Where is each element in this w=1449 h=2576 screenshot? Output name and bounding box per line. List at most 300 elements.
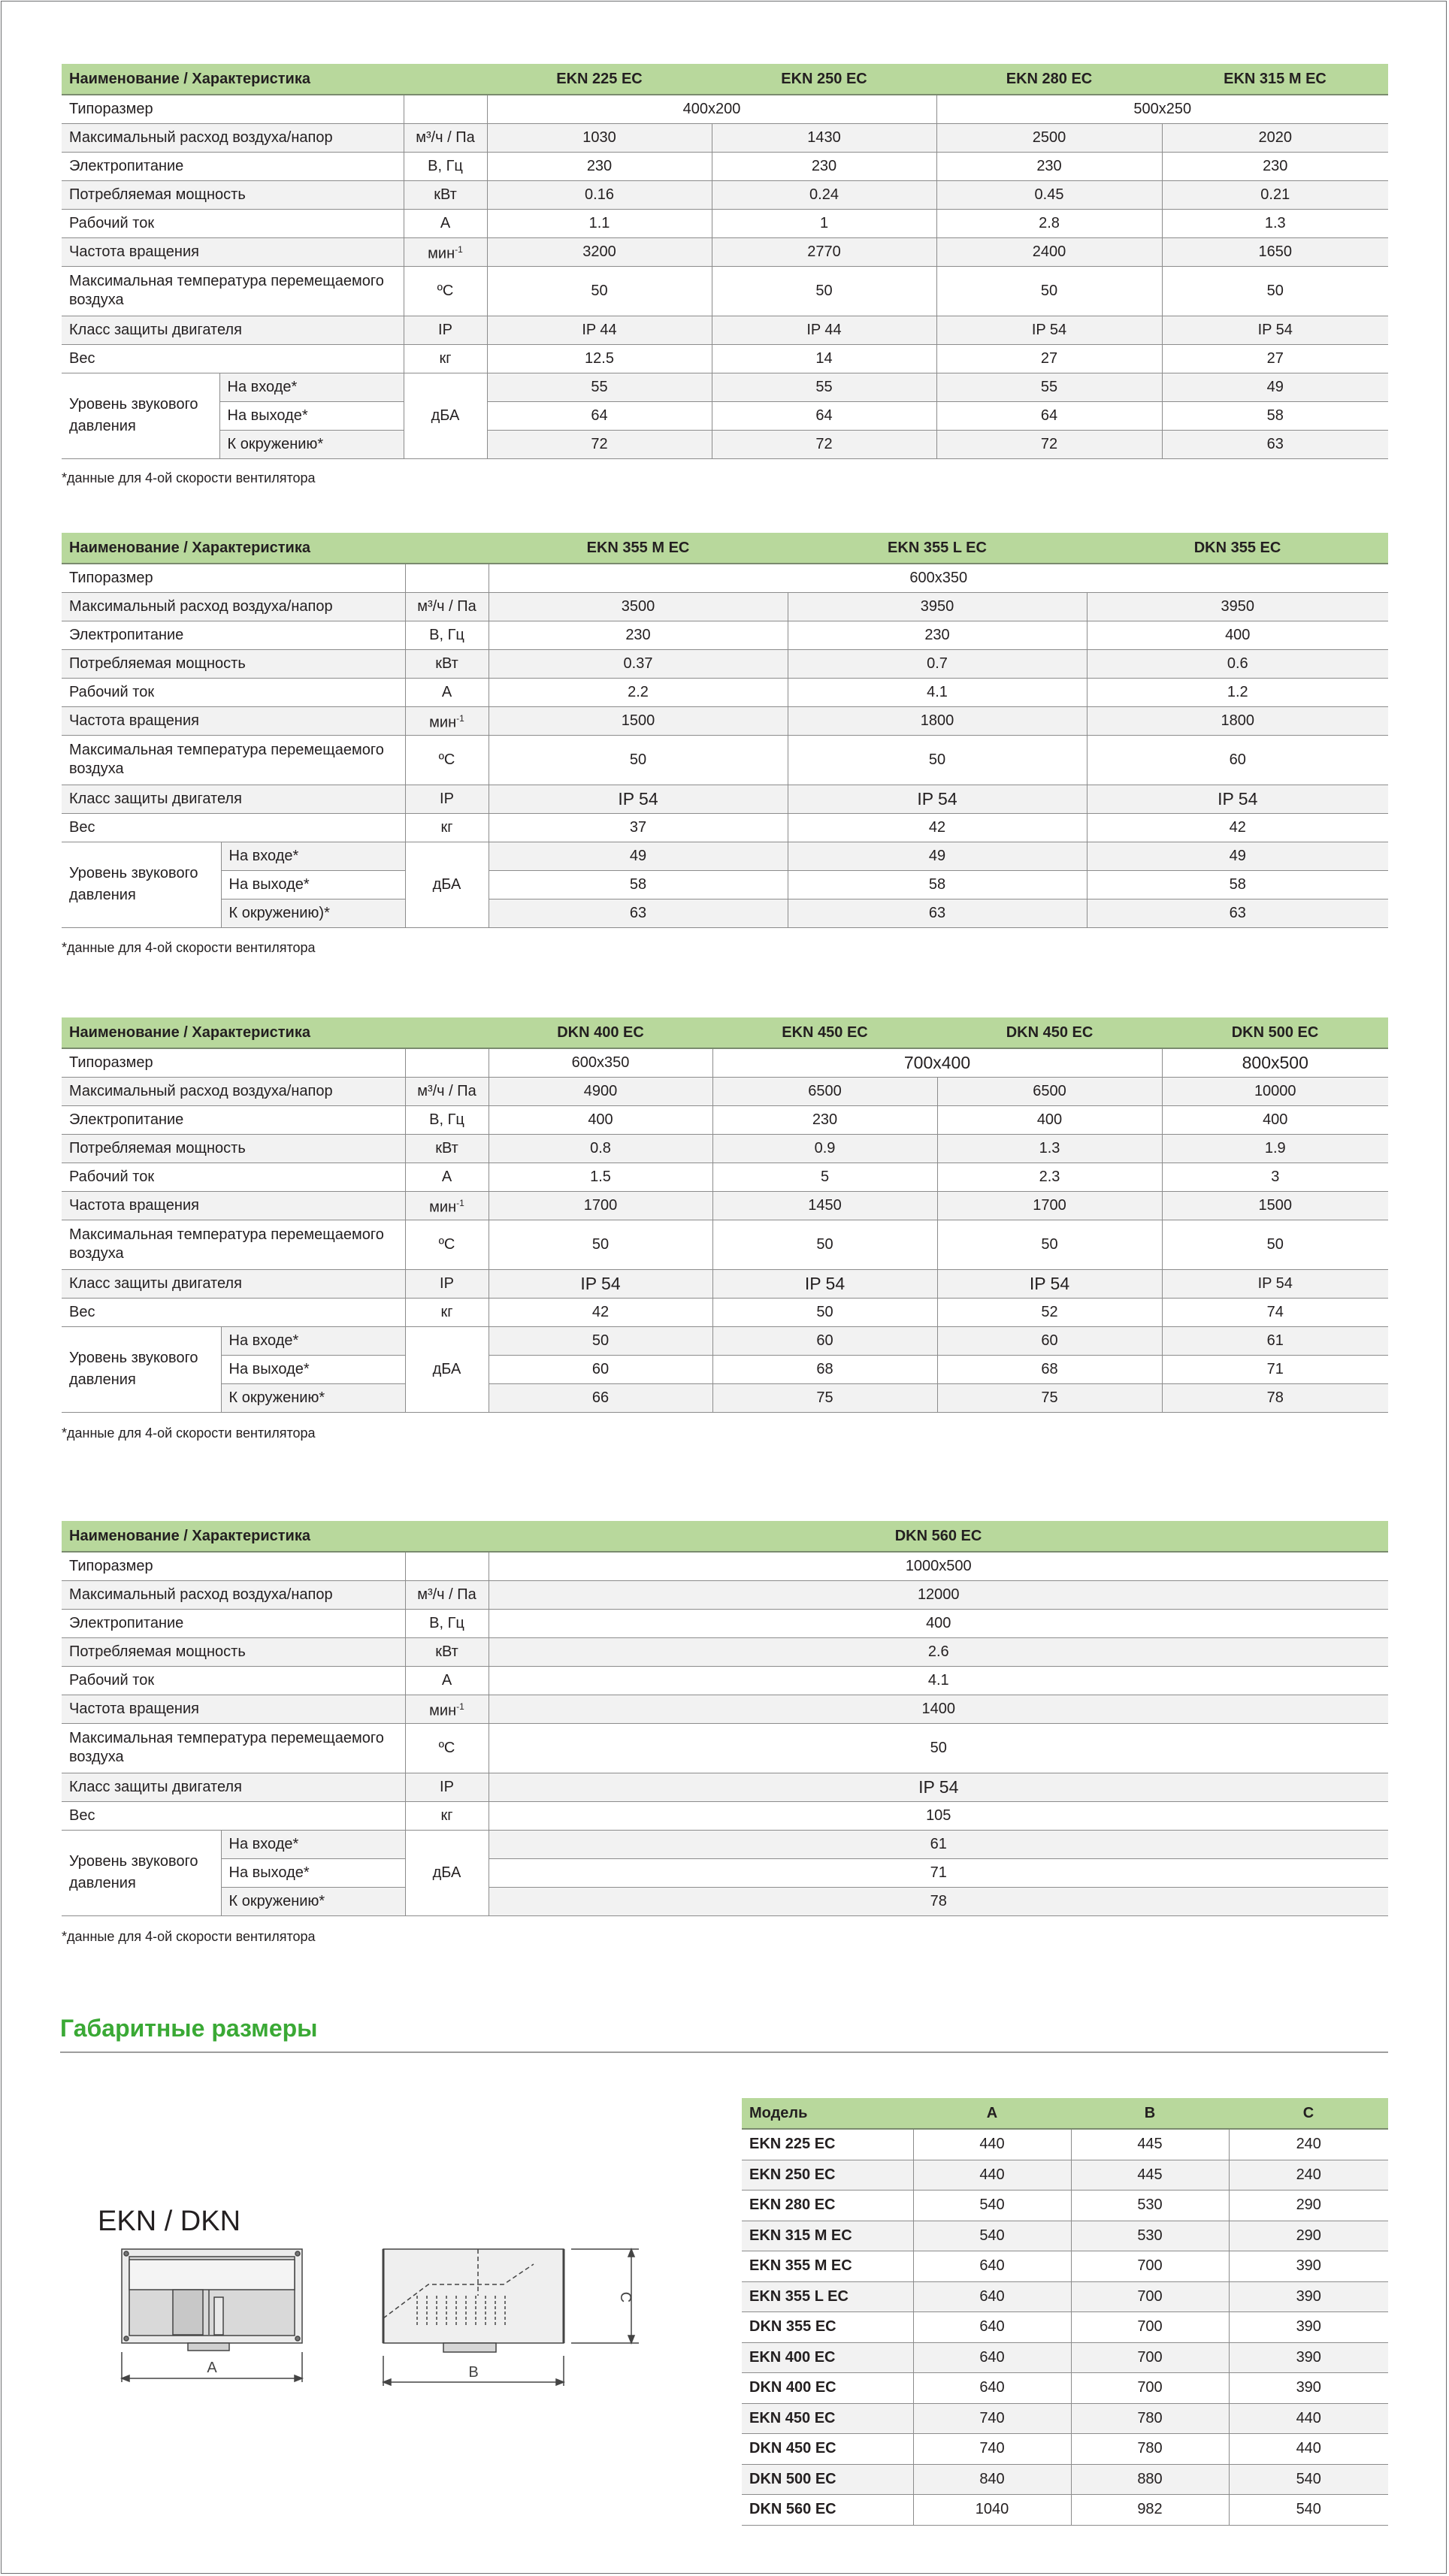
dims-value-cell: 640 xyxy=(913,2251,1071,2282)
unit-cell: ºC xyxy=(405,1220,489,1269)
value-cell: 50 xyxy=(489,735,788,785)
value-cell: 230 xyxy=(788,621,1087,649)
value-cell: 72 xyxy=(487,430,712,458)
dims-value-cell: 740 xyxy=(913,2434,1071,2465)
drawing-label: EKN / DKN xyxy=(98,2206,241,2237)
row-label-current: Рабочий ток xyxy=(62,209,404,237)
value-cell: 500x250 xyxy=(936,95,1388,123)
value-cell: 58 xyxy=(489,870,788,899)
value-cell: IP 44 xyxy=(487,316,712,344)
dims-value-cell: 640 xyxy=(913,2373,1071,2404)
value-cell: 42 xyxy=(1087,813,1388,842)
dims-value-cell: 540 xyxy=(913,2221,1071,2251)
unit-cell: дБА xyxy=(404,373,487,458)
unit-speed-sup: -1 xyxy=(456,1198,464,1209)
row-label-sound-in: На входе* xyxy=(221,1830,405,1858)
value-cell: 1500 xyxy=(489,706,788,735)
value-cell: 1800 xyxy=(1087,706,1388,735)
unit-cell: А xyxy=(404,209,487,237)
section-title-dimensions: Габаритные размеры xyxy=(60,2015,318,2042)
value-cell: 71 xyxy=(1162,1355,1388,1383)
row-label-max-temp: Максимальная температура перемещаемого воздуха xyxy=(62,735,405,785)
value-cell: 78 xyxy=(489,1887,1388,1915)
dims-value-cell: 880 xyxy=(1071,2464,1229,2495)
dims-value-cell: 700 xyxy=(1071,2373,1229,2404)
unit-speed: мин xyxy=(429,714,457,731)
row-label-size: Типоразмер xyxy=(62,95,404,123)
unit-cell xyxy=(405,564,489,592)
row-label-sound-group: Уровень звукового давления xyxy=(62,373,219,458)
model-header: EKN 355 M EC xyxy=(489,533,788,564)
header-unit xyxy=(404,64,487,95)
unit-cell: кг xyxy=(405,1298,489,1326)
value-cell: 75 xyxy=(712,1383,937,1412)
unit-cell: ºC xyxy=(404,266,487,316)
value-cell: 1400 xyxy=(489,1695,1388,1723)
unit-cell: м³/ч / Па xyxy=(404,123,487,152)
value-cell: 72 xyxy=(712,430,936,458)
spec-table-4 xyxy=(62,1521,1388,1916)
value-cell: 2400 xyxy=(936,237,1162,266)
dims-value-cell: 540 xyxy=(1229,2495,1388,2526)
value-cell: 42 xyxy=(489,1298,712,1326)
value-cell: 0.21 xyxy=(1162,180,1388,209)
value-cell: 230 xyxy=(1162,152,1388,180)
value-cell: 3500 xyxy=(489,592,788,621)
value-cell: 400 xyxy=(1087,621,1388,649)
row-label-protection: Класс защиты двигателя xyxy=(62,1269,405,1298)
value-cell: 2.8 xyxy=(936,209,1162,237)
dims-value-cell: 530 xyxy=(1071,2191,1229,2221)
unit-cell: кг xyxy=(405,1801,489,1830)
row-label-power: Потребляемая мощность xyxy=(62,1637,405,1666)
footnote: *данные для 4-ой скорости вентилятора xyxy=(62,470,316,485)
unit-cell: м³/ч / Па xyxy=(405,592,489,621)
value-cell: 230 xyxy=(712,1105,937,1134)
dims-value-cell: 390 xyxy=(1229,2312,1388,2343)
row-label-max-temp: Максимальная температура перемещаемого воздуха xyxy=(62,1220,405,1269)
dims-value-cell: 390 xyxy=(1229,2373,1388,2404)
spec-table-2 xyxy=(62,533,1388,928)
unit-cell: В, Гц xyxy=(404,152,487,180)
dim-label-c: C xyxy=(617,2291,634,2303)
dims-value-cell: 700 xyxy=(1071,2251,1229,2282)
value-cell: 400 xyxy=(489,1609,1388,1637)
value-cell: 1000x500 xyxy=(489,1552,1388,1580)
dims-value-cell: 440 xyxy=(913,2129,1071,2160)
value-cell: 2.2 xyxy=(489,678,788,706)
value-cell: 50 xyxy=(489,1723,1388,1773)
row-label-protection: Класс защиты двигателя xyxy=(62,785,405,813)
dims-value-cell: 982 xyxy=(1071,2495,1229,2526)
unit-cell: кВт xyxy=(405,1134,489,1163)
unit-cell: кг xyxy=(404,344,487,373)
value-cell: 50 xyxy=(936,266,1162,316)
dims-model-cell: EKN 280 EC xyxy=(742,2191,913,2221)
model-header: DKN 400 EC xyxy=(489,1017,712,1048)
unit-speed: мин xyxy=(428,245,455,262)
value-cell: 78 xyxy=(1162,1383,1388,1412)
row-label-airflow: Максимальный расход воздуха/напор xyxy=(62,592,405,621)
dims-value-cell: 390 xyxy=(1229,2281,1388,2312)
unit-cell: дБА xyxy=(405,842,489,927)
value-cell: 27 xyxy=(1162,344,1388,373)
value-cell: 42 xyxy=(788,813,1087,842)
value-cell: 64 xyxy=(936,401,1162,430)
value-cell: 3 xyxy=(1162,1163,1388,1191)
row-label-power: Потребляемая мощность xyxy=(62,649,405,678)
row-label-protection: Класс защиты двигателя xyxy=(62,316,404,344)
unit-cell: кВт xyxy=(404,180,487,209)
value-cell: 49 xyxy=(788,842,1087,870)
value-cell: 1 xyxy=(712,209,936,237)
unit-cell: IP xyxy=(405,1773,489,1801)
value-cell: 10000 xyxy=(1162,1077,1388,1105)
table-row xyxy=(742,2191,1388,2221)
table-row xyxy=(742,2403,1388,2434)
value-cell: 52 xyxy=(937,1298,1162,1326)
row-label-protection: Класс защиты двигателя xyxy=(62,1773,405,1801)
table-row xyxy=(742,2342,1388,2373)
dims-value-cell: 440 xyxy=(1229,2434,1388,2465)
table-row xyxy=(742,2373,1388,2404)
row-label-sound-out: На выходе* xyxy=(221,1355,405,1383)
dims-model-cell: EKN 315 M EC xyxy=(742,2221,913,2251)
value-cell: 49 xyxy=(489,842,788,870)
dims-value-cell: 540 xyxy=(1229,2464,1388,2495)
row-label-weight: Вес xyxy=(62,813,405,842)
row-label-speed: Частота вращения xyxy=(62,1191,405,1220)
value-cell: 68 xyxy=(937,1355,1162,1383)
value-cell: 12.5 xyxy=(487,344,712,373)
value-cell: 0.7 xyxy=(788,649,1087,678)
value-cell: 1450 xyxy=(712,1191,937,1220)
value-cell: 58 xyxy=(1162,401,1388,430)
value-cell: 400x200 xyxy=(487,95,936,123)
value-cell: 0.9 xyxy=(712,1134,937,1163)
model-header: DKN 560 EC xyxy=(489,1521,1388,1552)
dims-header-c: C xyxy=(1229,2098,1388,2129)
value-cell: 50 xyxy=(937,1220,1162,1269)
dim-label-b: B xyxy=(468,2364,479,2381)
row-label-size: Типоразмер xyxy=(62,1048,405,1077)
row-label-current: Рабочий ток xyxy=(62,678,405,706)
unit-cell: А xyxy=(405,1666,489,1695)
value-cell: 2500 xyxy=(936,123,1162,152)
table-row xyxy=(742,2464,1388,2495)
value-cell: 1.5 xyxy=(489,1163,712,1191)
value-cell: 50 xyxy=(712,1298,937,1326)
unit-speed: мин xyxy=(429,1199,457,1216)
value-cell: 230 xyxy=(487,152,712,180)
value-cell: IP 54 xyxy=(489,785,788,813)
dims-value-cell: 640 xyxy=(913,2312,1071,2343)
dims-model-cell: DKN 450 EC xyxy=(742,2434,913,2465)
unit-cell: А xyxy=(405,678,489,706)
dims-value-cell: 1040 xyxy=(913,2495,1071,2526)
row-label-airflow: Максимальный расход воздуха/напор xyxy=(62,1580,405,1609)
footnote: *данные для 4-ой скорости вентилятора xyxy=(62,1929,316,1944)
value-cell: IP 54 xyxy=(1162,1269,1388,1298)
value-cell: 63 xyxy=(788,899,1087,927)
value-cell: 58 xyxy=(1087,870,1388,899)
row-label-sound-group: Уровень звукового давления xyxy=(62,1326,221,1412)
value-cell: 0.24 xyxy=(712,180,936,209)
value-cell: 400 xyxy=(1162,1105,1388,1134)
dims-value-cell: 540 xyxy=(913,2191,1071,2221)
model-header: DKN 450 EC xyxy=(937,1017,1162,1048)
unit-cell: В, Гц xyxy=(405,621,489,649)
dims-model-cell: EKN 250 EC xyxy=(742,2160,913,2191)
dims-model-cell: EKN 225 EC xyxy=(742,2129,913,2160)
value-cell: 230 xyxy=(489,621,788,649)
model-header: EKN 355 L EC xyxy=(788,533,1087,564)
dims-model-cell: EKN 355 M EC xyxy=(742,2251,913,2282)
unit-cell: кВт xyxy=(405,1637,489,1666)
unit-cell xyxy=(405,706,489,735)
dims-value-cell: 640 xyxy=(913,2342,1071,2373)
model-header: EKN 280 EC xyxy=(936,64,1162,95)
dims-model-cell: DKN 400 EC xyxy=(742,2373,913,2404)
value-cell: 400 xyxy=(937,1105,1162,1134)
value-cell: 63 xyxy=(1087,899,1388,927)
row-label-weight: Вес xyxy=(62,1298,405,1326)
value-cell: 72 xyxy=(936,430,1162,458)
unit-cell xyxy=(405,1048,489,1077)
unit-cell: ºC xyxy=(405,735,489,785)
row-label-current: Рабочий ток xyxy=(62,1163,405,1191)
row-label-sound-group: Уровень звукового давления xyxy=(62,1830,221,1915)
value-cell: 3950 xyxy=(788,592,1087,621)
value-cell: 37 xyxy=(489,813,788,842)
model-header: DKN 355 EC xyxy=(1087,533,1388,564)
value-cell: 63 xyxy=(1162,430,1388,458)
value-cell: 1.3 xyxy=(937,1134,1162,1163)
table-row xyxy=(742,2495,1388,2526)
dims-model-cell: EKN 400 EC xyxy=(742,2342,913,2373)
value-cell: 5 xyxy=(712,1163,937,1191)
row-label-power-supply: Электропитание xyxy=(62,152,404,180)
value-cell: 14 xyxy=(712,344,936,373)
value-cell: 55 xyxy=(487,373,712,401)
row-label-power: Потребляемая мощность xyxy=(62,180,404,209)
header-unit xyxy=(405,1017,489,1048)
unit-cell xyxy=(405,1552,489,1580)
unit-speed-sup: -1 xyxy=(456,1701,464,1713)
unit-speed-sup: -1 xyxy=(455,244,463,255)
unit-cell xyxy=(404,237,487,266)
unit-cell: IP xyxy=(404,316,487,344)
unit-cell: м³/ч / Па xyxy=(405,1077,489,1105)
fan-dimension-drawing xyxy=(113,2243,669,2416)
value-cell: 50 xyxy=(487,266,712,316)
table-row xyxy=(742,2251,1388,2282)
footnote: *данные для 4-ой скорости вентилятора xyxy=(62,1426,316,1441)
value-cell: 64 xyxy=(712,401,936,430)
unit-cell: IP xyxy=(405,785,489,813)
dims-value-cell: 290 xyxy=(1229,2221,1388,2251)
value-cell: 50 xyxy=(712,266,936,316)
value-cell: 105 xyxy=(489,1801,1388,1830)
value-cell: 1.9 xyxy=(1162,1134,1388,1163)
dims-value-cell: 840 xyxy=(913,2464,1071,2495)
table-row xyxy=(742,2129,1388,2160)
row-label-power-supply: Электропитание xyxy=(62,1609,405,1637)
value-cell: IP 44 xyxy=(712,316,936,344)
row-label-sound-env: К окружению* xyxy=(221,1383,405,1412)
dims-value-cell: 780 xyxy=(1071,2403,1229,2434)
value-cell: IP 54 xyxy=(712,1269,937,1298)
value-cell: 1.2 xyxy=(1087,678,1388,706)
row-label-weight: Вес xyxy=(62,344,404,373)
dims-value-cell: 530 xyxy=(1071,2221,1229,2251)
row-label-size: Типоразмер xyxy=(62,564,405,592)
value-cell: 0.6 xyxy=(1087,649,1388,678)
value-cell: 49 xyxy=(1087,842,1388,870)
unit-cell: дБА xyxy=(405,1326,489,1412)
dims-value-cell: 740 xyxy=(913,2403,1071,2434)
value-cell: 3950 xyxy=(1087,592,1388,621)
dims-value-cell: 440 xyxy=(913,2160,1071,2191)
value-cell: 12000 xyxy=(489,1580,1388,1609)
row-label-speed: Частота вращения xyxy=(62,237,404,266)
unit-cell: В, Гц xyxy=(405,1609,489,1637)
dims-value-cell: 240 xyxy=(1229,2160,1388,2191)
unit-cell: м³/ч / Па xyxy=(405,1580,489,1609)
unit-cell: дБА xyxy=(405,1830,489,1915)
dims-model-cell: DKN 355 EC xyxy=(742,2312,913,2343)
dims-model-cell: EKN 355 L EC xyxy=(742,2281,913,2312)
value-cell: 2020 xyxy=(1162,123,1388,152)
dims-value-cell: 640 xyxy=(913,2281,1071,2312)
value-cell: IP 54 xyxy=(1162,316,1388,344)
value-cell: 600x350 xyxy=(489,564,1388,592)
dims-model-cell: EKN 450 EC xyxy=(742,2403,913,2434)
row-label-current: Рабочий ток xyxy=(62,1666,405,1695)
unit-cell: кВт xyxy=(405,649,489,678)
value-cell: 0.45 xyxy=(936,180,1162,209)
value-cell: 4900 xyxy=(489,1077,712,1105)
row-label-power: Потребляемая мощность xyxy=(62,1134,405,1163)
dims-value-cell: 700 xyxy=(1071,2312,1229,2343)
dims-value-cell: 780 xyxy=(1071,2434,1229,2465)
unit-cell: В, Гц xyxy=(405,1105,489,1134)
dims-model-cell: DKN 560 EC xyxy=(742,2495,913,2526)
row-label-sound-group: Уровень звукового давления xyxy=(62,842,221,927)
dims-value-cell: 240 xyxy=(1229,2129,1388,2160)
header-name: Наименование / Характеристика xyxy=(62,1521,405,1552)
dims-value-cell: 390 xyxy=(1229,2251,1388,2282)
dims-model-cell: DKN 500 EC xyxy=(742,2464,913,2495)
value-cell: 1500 xyxy=(1162,1191,1388,1220)
value-cell: 0.8 xyxy=(489,1134,712,1163)
dims-value-cell: 390 xyxy=(1229,2342,1388,2373)
row-label-max-temp: Максимальная температура перемещаемого воздуха xyxy=(62,1723,405,1773)
value-cell: 50 xyxy=(712,1220,937,1269)
model-header: EKN 250 EC xyxy=(712,64,936,95)
value-cell: IP 54 xyxy=(937,1269,1162,1298)
value-cell: 50 xyxy=(489,1326,712,1355)
value-cell: 2.6 xyxy=(489,1637,1388,1666)
row-label-sound-env: К окружению* xyxy=(221,1887,405,1915)
value-cell: 1.3 xyxy=(1162,209,1388,237)
value-cell: 55 xyxy=(936,373,1162,401)
table-row xyxy=(742,2312,1388,2343)
row-label-speed: Частота вращения xyxy=(62,1695,405,1723)
value-cell: 61 xyxy=(1162,1326,1388,1355)
table-row xyxy=(742,2221,1388,2251)
dims-header-model: Модель xyxy=(742,2098,913,2129)
unit-speed-sup: -1 xyxy=(456,713,464,724)
value-cell: 71 xyxy=(489,1858,1388,1887)
value-cell: 75 xyxy=(937,1383,1162,1412)
value-cell: 1700 xyxy=(937,1191,1162,1220)
row-label-sound-in: На входе* xyxy=(221,1326,405,1355)
value-cell: IP 54 xyxy=(1087,785,1388,813)
value-cell: 58 xyxy=(788,870,1087,899)
row-label-airflow: Максимальный расход воздуха/напор xyxy=(62,1077,405,1105)
header-name: Наименование / Характеристика xyxy=(62,533,405,564)
value-cell: 1800 xyxy=(788,706,1087,735)
side-view xyxy=(383,2249,639,2386)
value-cell: 60 xyxy=(937,1326,1162,1355)
value-cell: 64 xyxy=(487,401,712,430)
value-cell: 27 xyxy=(936,344,1162,373)
value-cell: 49 xyxy=(1162,373,1388,401)
dims-header-b: B xyxy=(1071,2098,1229,2129)
spec-table-1 xyxy=(62,64,1388,459)
value-cell: 1430 xyxy=(712,123,936,152)
value-cell: 50 xyxy=(788,735,1087,785)
value-cell: 74 xyxy=(1162,1298,1388,1326)
value-cell: 4.1 xyxy=(489,1666,1388,1695)
value-cell: 50 xyxy=(1162,1220,1388,1269)
value-cell: 50 xyxy=(489,1220,712,1269)
value-cell: 1030 xyxy=(487,123,712,152)
unit-cell xyxy=(404,95,487,123)
value-cell: 63 xyxy=(489,899,788,927)
table-row xyxy=(742,2434,1388,2465)
value-cell: 55 xyxy=(712,373,936,401)
header-unit xyxy=(405,533,489,564)
unit-cell xyxy=(405,1695,489,1723)
value-cell: 400 xyxy=(489,1105,712,1134)
section-divider xyxy=(60,2051,1388,2053)
row-label-max-temp: Максимальная температура перемещаемого воздуха xyxy=(62,266,404,316)
value-cell: 61 xyxy=(489,1830,1388,1858)
dims-value-cell: 440 xyxy=(1229,2403,1388,2434)
value-cell: 1.1 xyxy=(487,209,712,237)
model-header: EKN 225 EC xyxy=(487,64,712,95)
unit-cell: кг xyxy=(405,813,489,842)
row-label-sound-env: К окружению* xyxy=(219,430,404,458)
row-label-airflow: Максимальный расход воздуха/напор xyxy=(62,123,404,152)
value-cell: 230 xyxy=(936,152,1162,180)
row-label-sound-env: К окружению)* xyxy=(221,899,405,927)
table-row xyxy=(742,2281,1388,2312)
model-header: EKN 450 EC xyxy=(712,1017,937,1048)
dims-value-cell: 445 xyxy=(1071,2160,1229,2191)
value-cell: 66 xyxy=(489,1383,712,1412)
row-label-weight: Вес xyxy=(62,1801,405,1830)
dims-value-cell: 290 xyxy=(1229,2191,1388,2221)
footnote: *данные для 4-ой скорости вентилятора xyxy=(62,940,316,955)
value-cell: IP 54 xyxy=(489,1269,712,1298)
value-cell: 6500 xyxy=(937,1077,1162,1105)
value-cell: 60 xyxy=(1087,735,1388,785)
value-cell: 1700 xyxy=(489,1191,712,1220)
row-label-sound-out: На выходе* xyxy=(221,870,405,899)
